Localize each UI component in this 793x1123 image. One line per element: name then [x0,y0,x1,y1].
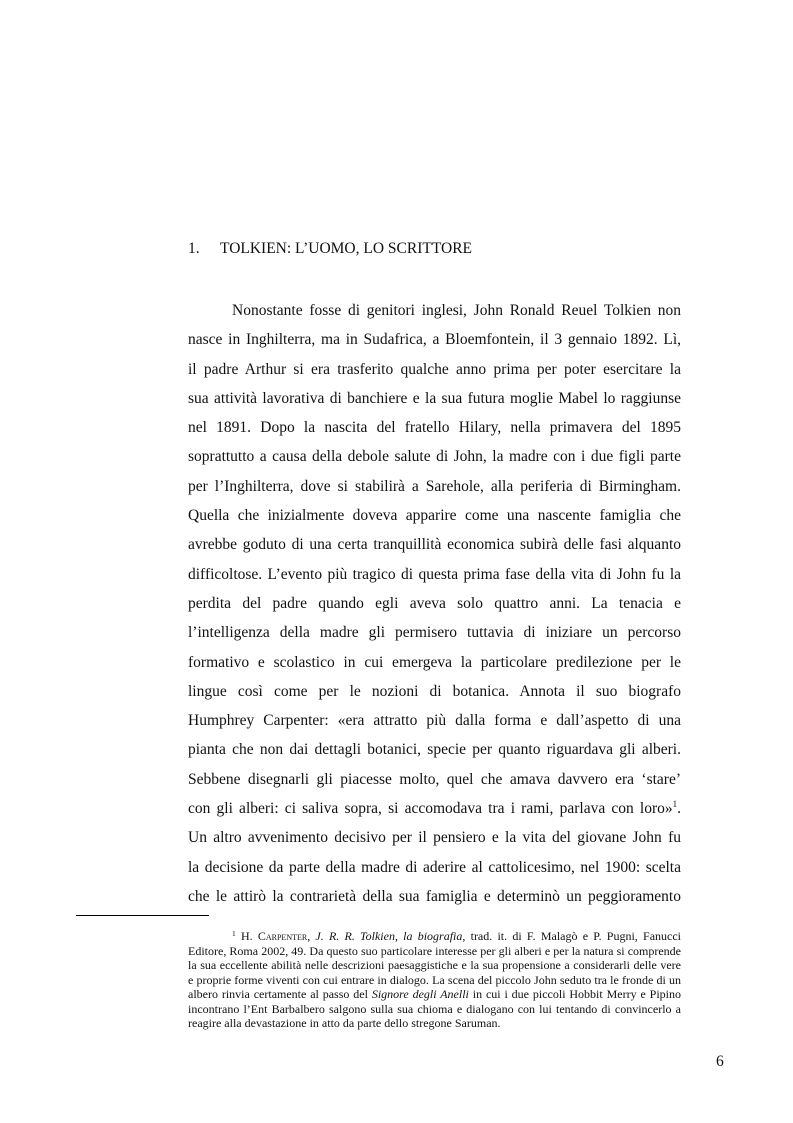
body-line: difficoltose. L’evento più tragico di questa prima fase della vita di John fu la [188,565,681,583]
body-line: che le attirò la contrarietà della sua famiglia e determinò un peggioramento [188,887,681,905]
body-line: per l’Inghilterra, dove si stabilirà a Sarehole, alla periferia di Birmingham. [188,477,681,495]
body-line: pianta che non dai dettagli botanici, specie per quanto riguardava gli alberi. [188,741,681,759]
body-line: perdita del padre quando egli aveva solo quattro anni. La tenacia e [188,594,681,612]
body-line: formativo e scolastico in cui emergeva la particolare predilezione per le [188,653,681,671]
body-line: il padre Arthur si era trasferito qualche anno prima per poter esercitare la [188,360,681,378]
body-line-with-footnote-ref [188,794,681,823]
body-line-text: con gli alberi: ci saliva sopra, si accomodava tra i rami, parlava con loro» [188,800,673,818]
body-line: nel 1891. Dopo la nascita del fratello Hilary, nella primavera del 1895 [188,419,681,437]
page-number: 6 [716,1053,724,1070]
body-line: soprattutto a causa della debole salute di John, la madre con i due figli parte [188,448,681,466]
body-line: avrebbe goduto di una certa tranquillità economica subirà delle fasi alquanto [188,536,681,554]
body-line: Un altro avvenimento decisivo per il pensiero e la vita del giovane John fu [188,829,681,847]
body-line: l’intelligenza della madre gli permisero tuttavia di iniziare un percorso [188,624,681,642]
footnote-author-name: Carpenter [257,929,308,943]
body-line: Sebbene disegnarli gli piacesse molto, quel che amava davvero era ‘stare’ [188,770,681,788]
body-line: Nonostante fosse di genitori inglesi, John Ronald Reuel Tolkien non [232,302,681,319]
footnote-reference[interactable]: 1 [672,799,678,810]
body-line: sua attività lavorativa di banchiere e la sua futura moglie Mabel lo raggiunse [188,389,681,407]
body-line: lingue così come per le nozioni di botanica. Annota il suo biografo [188,682,681,700]
footnote-text-part2: in cui i due piccoli Hobbit Merry e Pipino incontrano l’Ent Barbalbero salgono sulla sua chioma e dialogano con lui tentando di convincerlo a reagire alla devastazione in atto da parte dello stregone Saruman. [188,987,681,1030]
footnote-book-title: J. R. R. Tolkien, la biografia [315,929,463,943]
body-line: Humphrey Carpenter: «era attratto più dalla forma e dall’aspetto di una [188,712,681,730]
footnote-marker: 1 [232,929,236,938]
body-line: nasce in Inghilterra, ma in Sudafrica, a Bloemfontein, il 3 gennaio 1892. Lì, [188,331,681,349]
body-line: Quella che inizialmente doveva apparire come una nascente famiglia che [188,507,681,525]
body-line: la decisione da parte della madre di aderire al cattolicesimo, nel 1900: scelta [188,858,681,876]
footnote-separator [76,915,209,916]
section-number: 1. [188,240,200,257]
footnote-text-part1: , trad. it. di F. Malagò e P. Pugni, Fanucci Editore, Roma 2002, 49. Da questo suo particolare interesse per gli alberi e per la natura si comprende la sua eccellente abilità nelle descrizioni paesaggistiche e la sua propensione a considerarli delle vere e proprie forme viventi con cui entrare in dialogo. La scena del piccolo John seduto tra le fronde di un albero rinvia certamente al passo del [188,929,682,1001]
body-paragraph [188,296,681,911]
footnote [188,929,681,1031]
section-heading [188,240,472,258]
footnote-book-title-2: Signore degli Anelli [371,987,469,1001]
footnote-author-initial: H. [240,929,258,943]
footnote-separator-text: , [307,929,316,943]
line-end-punctuation: . [677,800,681,818]
section-title: TOLKIEN: L’UOMO, LO SCRITTORE [220,240,473,257]
